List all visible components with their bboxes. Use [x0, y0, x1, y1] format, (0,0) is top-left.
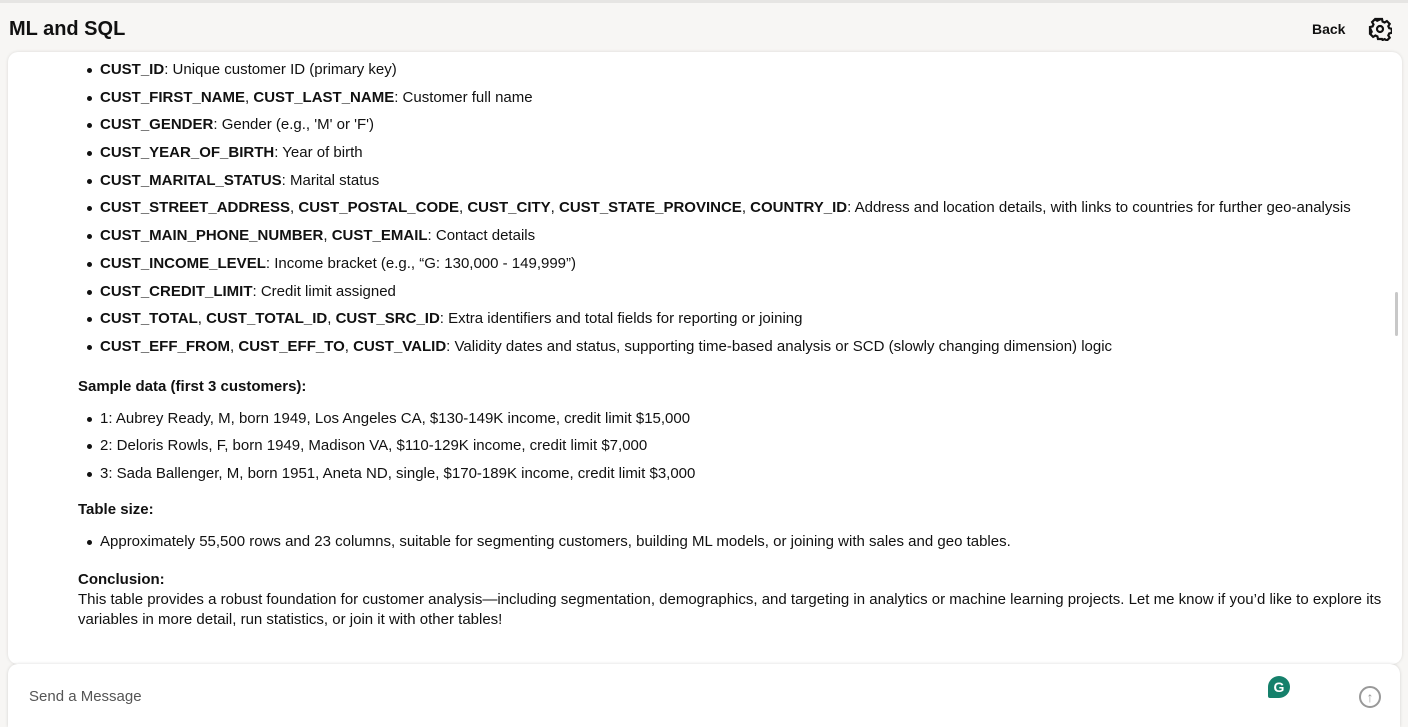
list-item: Approximately 55,500 rows and 23 columns, suitable for segmenting customers, building ML models, or joining with sales and geo tables. — [78, 532, 1382, 560]
field-description: : Validity dates and status, supporting time-based analysis or SCD (slowly changing dimension) logic — [446, 337, 1113, 355]
conclusion-heading: Conclusion: — [78, 570, 165, 588]
separator: , — [327, 310, 336, 328]
field-description: : Income bracket (e.g., “G: 130,000 - 149,999”) — [265, 254, 577, 272]
field-description: : Address and location details, with links to countries for further geo-analysis — [847, 199, 1351, 217]
sample-list — [78, 409, 1382, 492]
list-item: 3: Sada Ballenger, M, born 1951, Aneta ND, single, $170-189K income, credit limit $3,000 — [78, 464, 1382, 492]
field-item — [78, 115, 1382, 143]
conclusion-text: This table provides a robust foundation for customer analysis—including segmentation, demographics, and targeting in analytics or machine learning projects. Let me know if you’d like to explore its variables in more detail, run statistics, or join it with other tables! — [78, 590, 1382, 628]
field-name: CUST_STREET_ADDRESS — [100, 199, 291, 217]
field-name: CUST_EFF_TO — [238, 337, 345, 355]
field-description: : Gender (e.g., 'M' or 'F') — [213, 116, 375, 134]
field-name: CUST_LAST_NAME — [253, 88, 395, 106]
field-item — [78, 282, 1382, 310]
field-name: CUST_EFF_FROM — [100, 337, 231, 355]
chat-message-panel — [8, 52, 1402, 664]
field-description: : Marital status — [281, 171, 380, 189]
field-description: : Credit limit assigned — [252, 282, 396, 300]
field-description: : Unique customer ID (primary key) — [164, 61, 397, 78]
grammarly-icon[interactable]: G — [1268, 676, 1290, 698]
field-name: CUST_TOTAL — [100, 310, 198, 328]
back-button[interactable]: Back — [1312, 21, 1346, 37]
field-item — [78, 143, 1382, 171]
page-title: ML and SQL — [9, 18, 126, 40]
list-item: 1: Aubrey Ready, M, born 1949, Los Angeles CA, $130-149K income, credit limit $15,000 — [78, 409, 1382, 437]
field-name: CUST_ID — [100, 61, 165, 78]
scrollbar[interactable] — [1395, 292, 1398, 336]
field-name: CUST_YEAR_OF_BIRTH — [100, 144, 275, 162]
field-name: CUST_POSTAL_CODE — [298, 199, 459, 217]
separator: , — [550, 199, 559, 217]
separator: , — [290, 199, 299, 217]
field-item — [78, 171, 1382, 199]
field-description: : Customer full name — [394, 88, 533, 106]
field-list — [78, 60, 1382, 365]
field-name: CUST_FIRST_NAME — [100, 88, 246, 106]
message-input[interactable] — [8, 664, 1400, 727]
separator: , — [230, 337, 239, 355]
field-name: CUST_EMAIL — [331, 227, 428, 245]
size-list — [78, 532, 1382, 560]
separator: , — [245, 88, 254, 106]
assistant-message — [78, 60, 1382, 630]
field-item — [78, 254, 1382, 282]
field-name: CUST_CREDIT_LIMIT — [100, 282, 253, 300]
field-item — [78, 309, 1382, 337]
separator: , — [458, 199, 468, 217]
field-name: CUST_GENDER — [100, 116, 214, 134]
gear-icon[interactable] — [1368, 17, 1392, 41]
field-name: COUNTRY_ID — [750, 199, 848, 217]
separator: , — [344, 337, 354, 355]
send-arrow-icon[interactable]: ↑ — [1359, 686, 1381, 708]
field-item — [78, 60, 1382, 88]
separator: , — [197, 310, 207, 328]
field-description: : Extra identifiers and total fields for reporting or joining — [439, 310, 803, 328]
field-item — [78, 198, 1382, 226]
field-item — [78, 337, 1382, 365]
field-name: CUST_MARITAL_STATUS — [100, 171, 282, 189]
field-name: CUST_STATE_PROVINCE — [559, 199, 742, 217]
separator: , — [741, 199, 751, 217]
message-placeholder: Send a Message — [29, 688, 142, 705]
field-description: : Year of birth — [274, 144, 363, 162]
header — [0, 0, 1408, 52]
field-description: : Contact details — [427, 227, 536, 245]
field-item — [78, 88, 1382, 116]
list-item: 2: Deloris Rowls, F, born 1949, Madison VA, $110-129K income, credit limit $7,000 — [78, 436, 1382, 464]
sample-heading: Sample data (first 3 customers): — [78, 377, 307, 395]
field-name: CUST_CITY — [467, 199, 551, 217]
field-name: CUST_VALID — [353, 337, 447, 355]
field-item — [78, 226, 1382, 254]
separator: , — [323, 227, 332, 245]
field-name: CUST_INCOME_LEVEL — [100, 254, 266, 272]
size-heading: Table size: — [78, 500, 154, 518]
field-name: CUST_MAIN_PHONE_NUMBER — [100, 227, 324, 245]
field-name: CUST_SRC_ID — [335, 310, 440, 328]
field-name: CUST_TOTAL_ID — [206, 310, 328, 328]
